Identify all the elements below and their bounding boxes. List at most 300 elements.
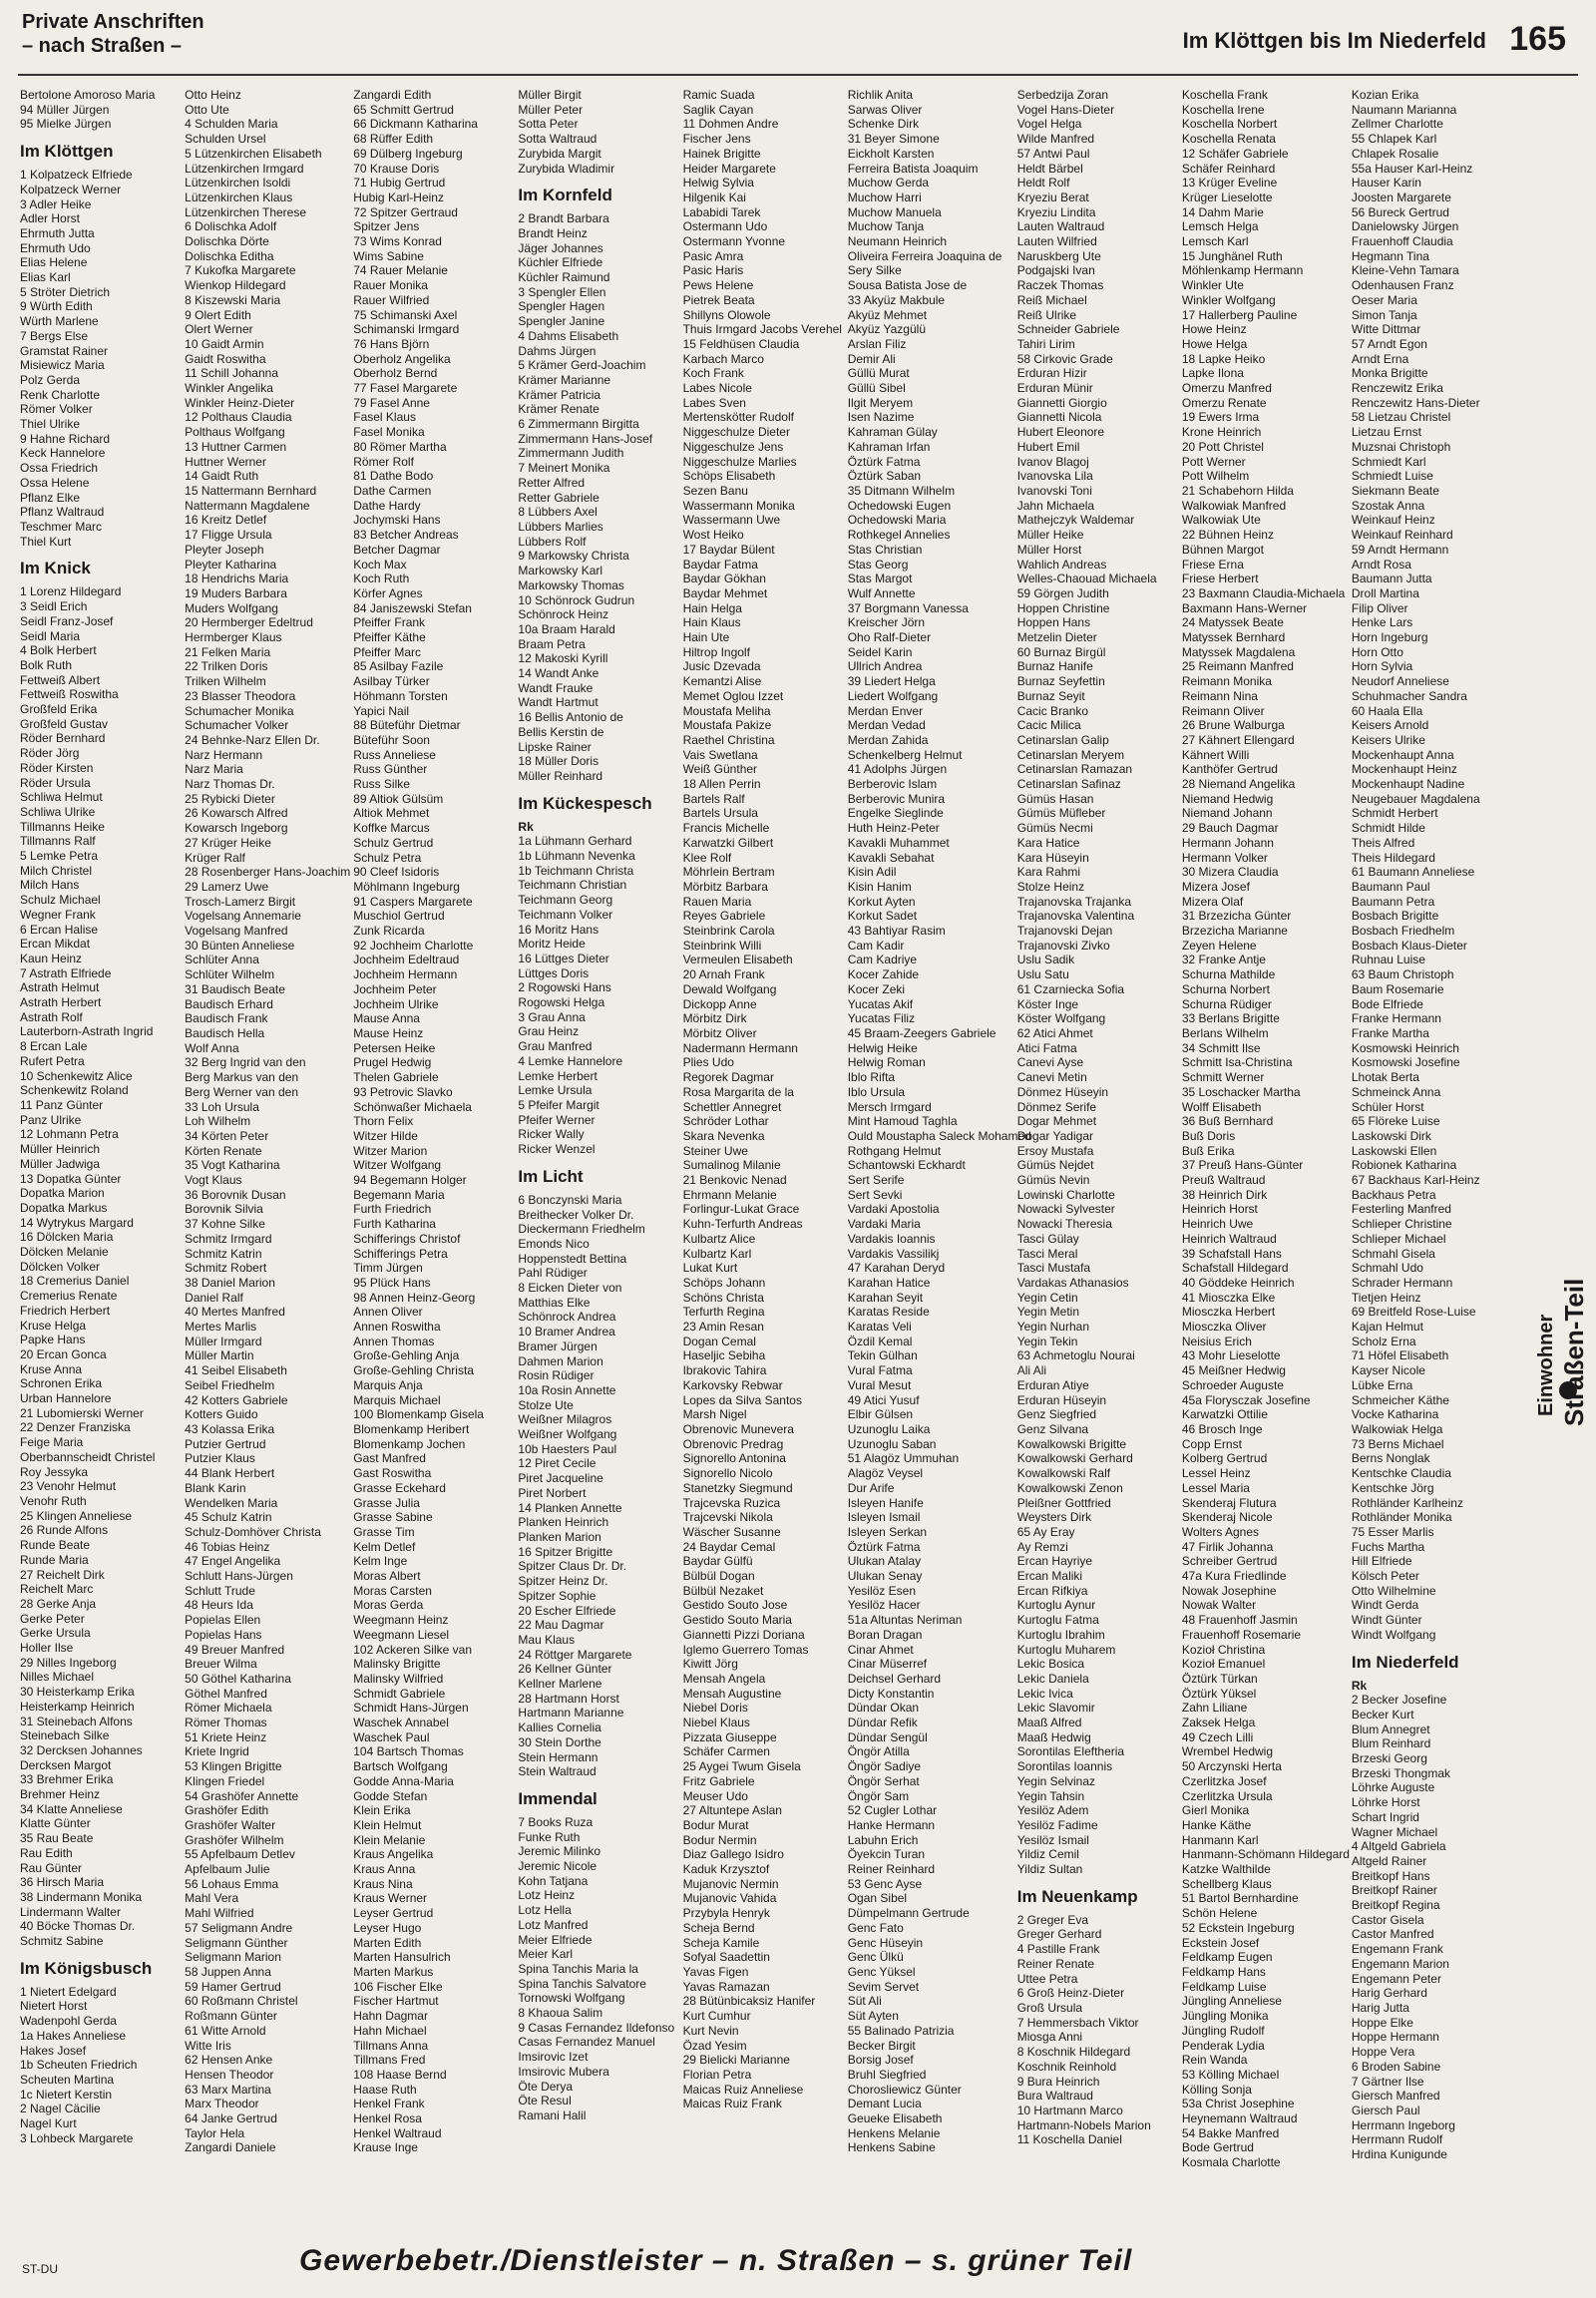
- resident-entry: 76 Hans Björn: [353, 336, 430, 351]
- resident-entry: Groß Ursula: [1016, 2001, 1083, 2015]
- resident-entry: Herrmann Ingeborg: [1351, 2117, 1455, 2132]
- resident-entry: 49 Atici Yusuf: [847, 1392, 920, 1407]
- resident-entry: 10 Gaidt Armin: [185, 336, 264, 351]
- resident-entry: 31 Beyer Simone: [847, 132, 940, 147]
- resident-entry: 49 Breuer Manfred: [185, 1642, 285, 1657]
- resident-entry: Moras Carsten: [353, 1583, 432, 1598]
- resident-entry: Berberovic Munira: [847, 791, 946, 806]
- resident-entry: 14 Dahm Marie: [1181, 204, 1264, 219]
- resident-entry: Schöps Elisabeth: [682, 469, 776, 484]
- resident-entry: Thelen Gabriele: [353, 1070, 439, 1085]
- resident-entry: Iglemo Guerrero Tomas: [682, 1642, 809, 1657]
- resident-entry: Yesilöz Fadime: [1016, 1817, 1098, 1832]
- resident-entry: Thorn Felix: [353, 1114, 414, 1129]
- resident-entry: Runde Maria: [20, 1552, 89, 1567]
- resident-entry: Jahn Michaela: [1016, 498, 1095, 513]
- resident-entry: Karahan Seyit: [847, 1290, 924, 1305]
- resident-entry: 21 Lubomierski Werner: [20, 1405, 144, 1420]
- resident-entry: Cinar Ahmet: [847, 1642, 914, 1657]
- resident-entry: Brzeski Georg: [1351, 1751, 1427, 1766]
- resident-entry: 40 Göddeke Heinrich: [1181, 1275, 1295, 1290]
- resident-entry: 45 Schulz Katrin: [185, 1510, 272, 1525]
- resident-entry: Castor Gisela: [1351, 1912, 1424, 1927]
- resident-entry: Kozioł Christina: [1181, 1642, 1266, 1657]
- resident-entry: Russ Günther: [353, 762, 428, 777]
- resident-entry: 22 Mau Dagmar: [518, 1618, 604, 1633]
- resident-entry: 51 Kriete Heinz: [185, 1729, 267, 1744]
- resident-entry: Mizera Josef: [1181, 879, 1250, 894]
- header-subtitle: – nach Straßen –: [22, 35, 183, 57]
- resident-entry: Hermann Johann: [1181, 835, 1274, 850]
- resident-entry: 70 Krause Doris: [353, 161, 440, 176]
- resident-entry: 8 Lübbers Axel: [518, 505, 598, 520]
- resident-entry: Körten Renate: [185, 1143, 262, 1158]
- resident-entry: Renczewitz Erika: [1351, 381, 1443, 396]
- resident-entry: Kentschke Claudia: [1351, 1466, 1451, 1481]
- resident-entry: Ossa Helene: [20, 475, 90, 490]
- resident-entry: 53 Klingen Brigitte: [185, 1759, 282, 1774]
- resident-entry: Bellis Kerstin de: [518, 724, 604, 739]
- resident-entry: 3 Grau Anna: [518, 1009, 586, 1024]
- resident-entry: 59 Arndt Hermann: [1351, 542, 1449, 557]
- resident-entry: 31 Steinebach Alfons: [20, 1714, 133, 1728]
- street-rk-marker: Rk: [518, 819, 534, 834]
- street-heading: Im Kückespesch: [518, 793, 652, 813]
- resident-entry: Karahan Hatice: [847, 1275, 931, 1290]
- resident-entry: Kurtoglu Aynur: [1016, 1598, 1096, 1613]
- resident-entry: Horn Otto: [1351, 644, 1403, 659]
- resident-entry: 50 Göthel Katharina: [185, 1671, 291, 1686]
- resident-entry: Fasel Monika: [353, 425, 425, 440]
- resident-entry: 30 Heisterkamp Erika: [20, 1685, 135, 1700]
- resident-entry: Lemsch Karl: [1181, 234, 1249, 249]
- resident-entry: 75 Schimanski Axel: [353, 307, 458, 322]
- resident-entry: 2 Rogowski Hans: [518, 980, 611, 995]
- resident-entry: Röder Bernhard: [20, 731, 106, 746]
- resident-entry: Lemsch Helga: [1181, 219, 1259, 234]
- resident-entry: Dolischka Dörte: [185, 234, 269, 249]
- resident-entry: Wagner Michael: [1351, 1824, 1438, 1839]
- resident-entry: Francis Michelle: [682, 821, 770, 836]
- resident-entry: Wims Sabine: [353, 248, 424, 263]
- resident-entry: 28 Rosenberger Hans-Joachim: [185, 865, 351, 880]
- resident-entry: 9 Markowsky Christa: [518, 549, 629, 564]
- resident-entry: Muders Wolfgang: [185, 600, 278, 615]
- resident-entry: 25 Rybicki Dieter: [185, 791, 275, 806]
- footer-note: Gewerbebetr./Dienstleister – n. Straßen – s. grüner Teil: [299, 2244, 1133, 2277]
- resident-entry: Mause Heinz: [353, 1026, 424, 1040]
- resident-entry: 40 Mertes Manfred: [185, 1305, 285, 1320]
- street-heading: Im Klöttgen: [20, 142, 114, 162]
- resident-entry: Obrenovic Munevera: [682, 1421, 794, 1436]
- resident-entry: 58 Juppen Anna: [185, 1965, 271, 1979]
- resident-entry: Wandt Frauke: [518, 680, 594, 695]
- resident-entry: Dieckermann Friedhelm: [518, 1222, 645, 1237]
- resident-entry: Wadenpohl Gerda: [20, 2014, 117, 2029]
- resident-entry: 64 Janke Gertrud: [185, 2111, 277, 2126]
- resident-entry: Marsh Nigel: [682, 1407, 747, 1422]
- resident-entry: Jüngling Anneliese: [1181, 1994, 1282, 2009]
- resident-entry: Genc Yüksel: [847, 1965, 916, 1979]
- resident-entry: Muchow Tanja: [847, 219, 925, 234]
- resident-entry: 14 Gaidt Ruth: [185, 469, 259, 484]
- resident-entry: Kosmala Charlotte: [1181, 2155, 1281, 2170]
- resident-entry: 52 Eckstein Ingeburg: [1181, 1920, 1295, 1935]
- resident-entry: Spengler Janine: [518, 314, 605, 329]
- resident-entry: Lübke Erna: [1351, 1377, 1413, 1392]
- resident-entry: Ercan Rifkiya: [1016, 1583, 1088, 1598]
- resident-entry: 26 Runde Alfons: [20, 1523, 109, 1538]
- resident-entry: Annen Thomas: [353, 1334, 435, 1348]
- resident-entry: Krause Inge: [353, 2140, 418, 2155]
- resident-entry: 48 Frauenhoff Jasmin: [1181, 1613, 1298, 1628]
- resident-entry: Uslu Sadik: [1016, 953, 1075, 967]
- resident-entry: Popielas Ellen: [185, 1613, 261, 1628]
- resident-entry: Kisin Hanim: [847, 879, 912, 894]
- resident-entry: Große-Gehling Anja: [353, 1348, 460, 1363]
- resident-entry: Otto Ute: [185, 102, 229, 117]
- resident-entry: 12 Lohmann Petra: [20, 1127, 119, 1142]
- resident-entry: Hoppe Elke: [1351, 2015, 1413, 2030]
- resident-entry: Krüger Lieselotte: [1181, 190, 1273, 204]
- resident-entry: Copp Ernst: [1181, 1436, 1242, 1451]
- resident-entry: 54 Bakke Manfred: [1181, 2125, 1280, 2140]
- resident-entry: 63 Marx Martina: [185, 2082, 271, 2097]
- resident-entry: Wandt Hartmut: [518, 695, 598, 710]
- resident-entry: Steiner Uwe: [682, 1143, 748, 1158]
- resident-entry: Röder Kirsten: [20, 760, 94, 775]
- resident-entry: Kosmowski Josefine: [1351, 1055, 1460, 1070]
- resident-entry: Schmiedt Luise: [1351, 469, 1433, 484]
- resident-entry: Schimanski Irmgard: [353, 322, 460, 337]
- resident-entry: Furth Katharina: [353, 1217, 436, 1232]
- resident-entry: 45 Meißner Hedwig: [1181, 1363, 1286, 1378]
- resident-entry: Regorek Dagmar: [682, 1070, 774, 1085]
- resident-entry: Gümüs Nejdet: [1016, 1158, 1094, 1173]
- resident-entry: Schifferings Christof: [353, 1231, 461, 1246]
- resident-entry: Helwig Roman: [847, 1055, 926, 1070]
- resident-entry: Vardakis Vassilikj: [847, 1246, 940, 1261]
- resident-entry: 4 Pastille Frank: [1016, 1942, 1100, 1957]
- resident-entry: Müller Heinrich: [20, 1142, 101, 1157]
- resident-entry: Zurybida Wladimir: [518, 161, 615, 176]
- resident-entry: Nadermann Hermann: [682, 1040, 798, 1055]
- resident-entry: Cetinarslan Safinaz: [1016, 777, 1121, 792]
- resident-entry: Tillmanns Heike: [20, 819, 105, 834]
- resident-entry: Baumann Jutta: [1351, 572, 1432, 586]
- resident-entry: Preuß Waltraud: [1181, 1173, 1266, 1188]
- resident-entry: Lauten Wilfried: [1016, 234, 1097, 249]
- resident-entry: Kurtoglu Ibrahim: [1016, 1627, 1105, 1642]
- resident-entry: Pews Helene: [682, 278, 754, 293]
- resident-entry: Breitkopf Hans: [1351, 1868, 1430, 1883]
- resident-entry: Lekic Slavomir: [1016, 1701, 1095, 1716]
- resident-entry: Stolze Heinz: [1016, 879, 1085, 894]
- resident-entry: Marx Theodor: [185, 2097, 259, 2111]
- resident-entry: Elias Helene: [20, 255, 88, 270]
- resident-entry: Kahraman Irfan: [847, 439, 931, 454]
- resident-entry: Schumacher Monika: [185, 703, 294, 718]
- resident-entry: Burnaz Seyit: [1016, 688, 1085, 703]
- directory-column: [185, 88, 353, 2232]
- resident-entry: Signorello Antonina: [682, 1451, 786, 1466]
- resident-entry: Koschella Renata: [1181, 132, 1276, 147]
- resident-entry: Labuhn Erich: [847, 1832, 919, 1847]
- resident-entry: Sert Sevki: [847, 1187, 903, 1202]
- resident-entry: Kozian Erika: [1351, 88, 1419, 102]
- resident-entry: Kelm Detlef: [353, 1539, 416, 1554]
- resident-entry: Dündar Refik: [847, 1716, 918, 1730]
- resident-entry: Dümpelmann Gertrude: [847, 1906, 970, 1921]
- resident-entry: Canevi Metin: [1016, 1070, 1087, 1085]
- resident-entry: Buß Erika: [1181, 1143, 1235, 1158]
- resident-entry: Vogt Klaus: [185, 1173, 242, 1188]
- resident-entry: Droll Martina: [1351, 585, 1419, 600]
- resident-entry: Haseljic Sebiha: [682, 1348, 766, 1363]
- resident-entry: Hanke Käthe: [1181, 1817, 1252, 1832]
- resident-entry: Kryeziu Berat: [1016, 190, 1089, 204]
- resident-entry: Maaß Hedwig: [1016, 1729, 1091, 1744]
- resident-entry: Weinkauf Heinz: [1351, 513, 1435, 528]
- resident-entry: Herrmann Rudolf: [1351, 2132, 1443, 2147]
- resident-entry: Kriete Ingrid: [185, 1744, 249, 1759]
- resident-entry: 1b Scheuten Friedrich: [20, 2058, 138, 2073]
- resident-entry: 52 Cugler Lothar: [847, 1803, 938, 1818]
- resident-entry: Altiok Mehmet: [353, 806, 430, 821]
- resident-entry: 56 Bureck Gertrud: [1351, 204, 1449, 219]
- directory-column: [683, 88, 848, 2232]
- resident-entry: Tahiri Lirim: [1016, 336, 1075, 351]
- resident-entry: 58 Lietzau Christel: [1351, 410, 1451, 425]
- resident-entry: Ersoy Mustafa: [1016, 1143, 1094, 1158]
- resident-entry: Schmidt Hans-Jürgen: [353, 1701, 469, 1716]
- resident-entry: 28 Hartmann Horst: [518, 1691, 619, 1706]
- resident-entry: Blomenkamp Heribert: [353, 1421, 470, 1436]
- resident-entry: Serbedzija Zoran: [1016, 88, 1109, 102]
- resident-entry: Hain Helga: [682, 600, 742, 615]
- resident-entry: 13 Huttner Carmen: [185, 439, 287, 454]
- resident-entry: Müller Irmgard: [185, 1334, 262, 1348]
- resident-entry: Naumann Marianna: [1351, 102, 1457, 117]
- resident-entry: Mertes Marlis: [185, 1320, 257, 1335]
- resident-entry: Sotta Peter: [518, 117, 579, 132]
- resident-entry: Berlans Wilhelm: [1181, 1026, 1269, 1040]
- resident-entry: 3 Seidl Erich: [20, 599, 88, 614]
- resident-entry: Nowacki Theresia: [1016, 1217, 1112, 1232]
- resident-entry: 80 Römer Martha: [353, 439, 447, 454]
- header-title: Private Anschriften: [22, 11, 204, 33]
- resident-entry: Chorosliewicz Günter: [847, 2082, 962, 2097]
- resident-entry: 6 Bonczynski Maria: [518, 1192, 622, 1207]
- resident-entry: Thuis Irmgard Jacobs Verehel: [682, 322, 842, 337]
- resident-entry: Gerke Ursula: [20, 1626, 91, 1641]
- resident-entry: Kurtoglu Muharem: [1016, 1642, 1116, 1657]
- resident-entry: Niebel Doris: [682, 1701, 748, 1716]
- resident-entry: Leyser Gertrud: [353, 1906, 434, 1921]
- resident-entry: Welles-Chaouad Michaela: [1016, 572, 1157, 586]
- resident-entry: 33 Loh Ursula: [185, 1099, 259, 1114]
- resident-entry: Küchler Elfriede: [518, 255, 603, 270]
- resident-entry: Jochheim Ulrike: [353, 996, 439, 1011]
- resident-entry: Grau Manfred: [518, 1039, 593, 1054]
- resident-entry: 24 Behnke-Narz Ellen Dr.: [185, 732, 320, 747]
- resident-entry: Pleyter Joseph: [185, 542, 264, 557]
- resident-entry: Wulf Annette: [847, 585, 916, 600]
- resident-entry: Bülbül Dogan: [682, 1569, 755, 1584]
- resident-entry: Engemann Peter: [1351, 1971, 1441, 1986]
- resident-entry: Würth Marlene: [20, 314, 99, 329]
- resident-entry: 18 Hendrichs Maria: [185, 572, 289, 586]
- resident-entry: 43 Kolassa Erika: [185, 1421, 275, 1436]
- resident-entry: Gramstat Rainer: [20, 343, 109, 358]
- resident-entry: 72 Spitzer Gertraud: [353, 204, 458, 219]
- resident-entry: 21 Felken Maria: [185, 644, 271, 659]
- resident-entry: 18 Müller Doris: [518, 754, 599, 769]
- resident-entry: Hermberger Klaus: [185, 630, 282, 645]
- resident-entry: Öztürk Fatma: [847, 454, 921, 469]
- resident-entry: Jusic Dzevada: [682, 659, 761, 674]
- resident-entry: Narz Hermann: [185, 747, 263, 762]
- resident-entry: Godde Anna-Maria: [353, 1773, 454, 1788]
- resident-entry: Horn Ingeburg: [1351, 630, 1428, 645]
- resident-entry: Bosbach Brigitte: [1351, 909, 1439, 924]
- resident-entry: Jochheim Edeltraud: [353, 953, 460, 967]
- resident-entry: Schmitz Robert: [185, 1261, 267, 1276]
- resident-entry: Schmeinck Anna: [1351, 1084, 1441, 1099]
- resident-entry: 9 Hahne Richard: [20, 431, 111, 446]
- resident-entry: Ivanovska Lila: [1016, 469, 1093, 484]
- resident-entry: Milch Hans: [20, 878, 80, 893]
- resident-entry: Keisers Ulrike: [1351, 732, 1425, 747]
- resident-entry: 63 Achmetoglu Nourai: [1016, 1348, 1135, 1363]
- resident-entry: Sevim Servet: [847, 1979, 920, 1994]
- resident-entry: Piret Jacqueline: [518, 1471, 603, 1486]
- resident-entry: Erduran Münir: [1016, 381, 1093, 396]
- resident-entry: Helwig Sylvia: [682, 176, 754, 191]
- resident-entry: Öngör Serhat: [847, 1773, 920, 1788]
- resident-entry: Yesilöz Ismail: [1016, 1832, 1089, 1847]
- resident-entry: Güllü Murat: [847, 366, 910, 381]
- footer-code: ST-DU: [22, 2262, 58, 2276]
- resident-entry: Jüngling Rudolf: [1181, 2023, 1265, 2038]
- resident-entry: Karatas Reside: [847, 1305, 930, 1320]
- resident-entry: 71 Hubig Gertrud: [353, 176, 446, 191]
- resident-entry: Lessel Maria: [1181, 1480, 1250, 1495]
- resident-entry: Römer Michaela: [185, 1701, 272, 1716]
- resident-entry: Matyssek Magdalena: [1181, 644, 1296, 659]
- resident-entry: Thiel Ulrike: [20, 417, 81, 432]
- resident-entry: 65 Flöreke Luise: [1351, 1114, 1440, 1129]
- resident-entry: Öztürk Saban: [847, 469, 922, 484]
- resident-entry: Merdan Enver: [847, 703, 924, 718]
- resident-entry: Kruse Anna: [20, 1361, 83, 1376]
- resident-entry: Ricker Wally: [518, 1127, 585, 1142]
- resident-entry: Mockenhaupt Heinz: [1351, 762, 1457, 777]
- resident-entry: Reimann Monika: [1181, 674, 1272, 689]
- resident-entry: Rothländer Karlheinz: [1351, 1495, 1463, 1510]
- resident-entry: Süt Ayten: [847, 2009, 899, 2024]
- resident-entry: Ercan Maliki: [1016, 1569, 1083, 1584]
- resident-entry: Lekic Ivica: [1016, 1686, 1073, 1701]
- resident-entry: Altgeld Rainer: [1351, 1853, 1427, 1868]
- resident-entry: Burnaz Seyfettin: [1016, 674, 1105, 689]
- resident-entry: 16 Kreitz Detlef: [185, 513, 267, 528]
- resident-entry: Hiltrop Ingolf: [682, 644, 750, 659]
- resident-entry: Feldkamp Eugen: [1181, 1950, 1273, 1965]
- resident-entry: Kajan Helmut: [1351, 1320, 1423, 1335]
- resident-entry: 7 Meinert Monika: [518, 461, 610, 476]
- resident-entry: Venohr Ruth: [20, 1493, 87, 1508]
- resident-entry: Malinsky Brigitte: [353, 1657, 441, 1672]
- resident-entry: 37 Preuß Hans-Günter: [1181, 1158, 1304, 1173]
- resident-entry: Omerzu Manfred: [1181, 381, 1272, 396]
- resident-entry: 29 Nilles Ingeborg: [20, 1655, 117, 1670]
- resident-entry: Oberbannscheidt Christel: [20, 1449, 156, 1464]
- resident-entry: Lützenkirchen Klaus: [185, 190, 293, 204]
- resident-entry: Friese Erna: [1181, 557, 1244, 572]
- resident-entry: 31 Baudisch Beate: [185, 981, 285, 996]
- resident-entry: Krüger Ralf: [185, 850, 245, 865]
- resident-entry: Uslu Satu: [1016, 967, 1069, 982]
- resident-entry: Öngör Sadiye: [847, 1759, 922, 1774]
- resident-entry: Nietert Horst: [20, 1999, 88, 2014]
- resident-entry: Engemann Frank: [1351, 1942, 1443, 1957]
- resident-entry: Öngör Sam: [847, 1788, 910, 1803]
- resident-entry: Bode Gertrud: [1181, 2140, 1254, 2155]
- resident-entry: Eickholt Karsten: [847, 146, 935, 161]
- street-rk-marker: Rk: [1351, 1678, 1368, 1693]
- resident-entry: Henkens Sabine: [847, 2140, 936, 2155]
- resident-entry: Baumann Paul: [1351, 879, 1430, 894]
- resident-entry: Schenkelberg Helmut: [847, 747, 963, 762]
- page-number: 165: [1509, 20, 1566, 58]
- resident-entry: Giersch Manfred: [1351, 2089, 1440, 2104]
- resident-entry: Keisers Arnold: [1351, 718, 1429, 733]
- resident-entry: Lübbers Rolf: [518, 534, 587, 549]
- resident-entry: 44 Blank Herbert: [185, 1466, 275, 1481]
- resident-entry: 16 Dölcken Maria: [20, 1230, 114, 1245]
- resident-entry: 74 Rauer Melanie: [353, 263, 448, 278]
- resident-entry: Dönmez Hüseyin: [1016, 1084, 1109, 1099]
- resident-entry: Wendelken Maria: [185, 1495, 278, 1510]
- resident-entry: Rosa Margarita de la: [682, 1084, 794, 1099]
- resident-entry: 30 Mizera Claudia: [1181, 865, 1279, 880]
- resident-entry: Löhrke Auguste: [1351, 1780, 1435, 1795]
- resident-entry: Fettweiß Roswitha: [20, 687, 119, 702]
- resident-entry: 16 Bellis Antonio de: [518, 710, 623, 725]
- resident-entry: Tillmanns Ralf: [20, 834, 96, 849]
- resident-entry: Vogelsang Annemarie: [185, 909, 301, 924]
- resident-entry: 30 Stein Dorthe: [518, 1734, 601, 1749]
- resident-entry: Genz Siegfried: [1016, 1407, 1097, 1422]
- resident-entry: Stein Waltraud: [518, 1764, 597, 1779]
- resident-entry: Yildiz Cemil: [1016, 1847, 1079, 1862]
- resident-entry: Moustafa Meliha: [682, 703, 771, 718]
- resident-entry: Liedert Wolfgang: [847, 688, 939, 703]
- resident-entry: Wassermann Monika: [682, 498, 795, 513]
- resident-entry: Lipske Rainer: [518, 739, 592, 754]
- resident-entry: Muchow Harri: [847, 190, 922, 204]
- resident-entry: Zurybida Margit: [518, 146, 601, 161]
- resident-entry: Gümüs Necmi: [1016, 821, 1093, 836]
- resident-entry: 2 Nagel Cäcilie: [20, 2102, 101, 2116]
- resident-entry: 29 Lamerz Uwe: [185, 879, 269, 894]
- resident-entry: 55a Hauser Karl-Heinz: [1351, 161, 1473, 176]
- resident-entry: Thiel Kurt: [20, 534, 72, 549]
- resident-entry: Müller Heike: [1016, 528, 1084, 543]
- resident-entry: Genc Fato: [847, 1920, 904, 1935]
- resident-entry: 28 Niemand Angelika: [1181, 777, 1296, 792]
